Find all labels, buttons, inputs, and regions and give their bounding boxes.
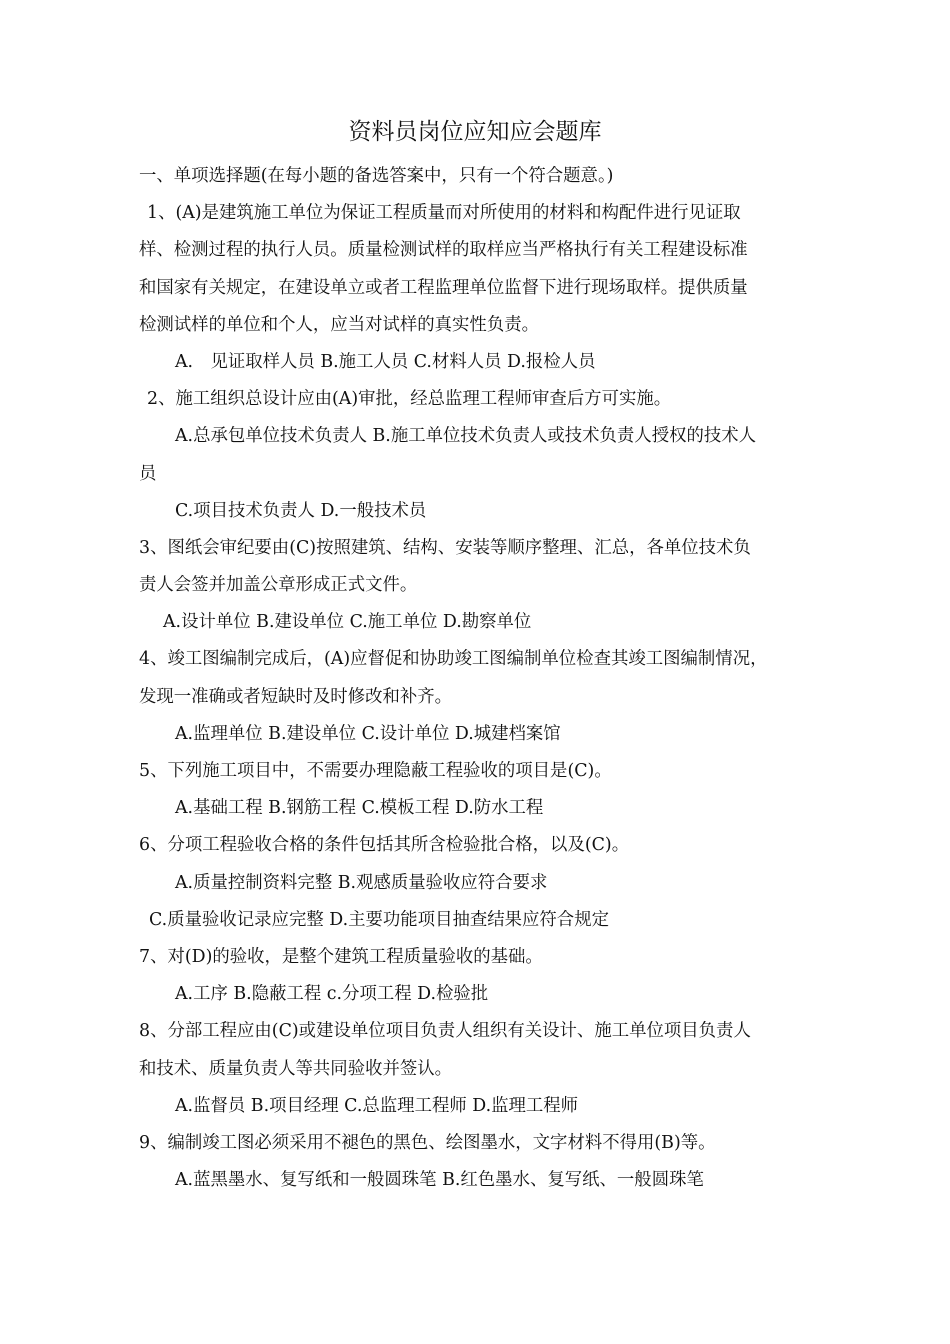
question-1-line-3: 和国家有关规定，在建设单立或者工程监理单位监督下进行现场取样。提供质量 bbox=[139, 277, 748, 298]
question-1-line-2: 样、检测过程的执行人员。质量检测试样的取样应当严格执行有关工程建设标准 bbox=[139, 240, 748, 261]
section-heading: 一、单项选择题(在每小题的备选答案中，只有一个符合题意。) bbox=[139, 166, 614, 186]
document-body bbox=[139, 158, 829, 1199]
question-2-options-line-2: 员 bbox=[139, 463, 157, 484]
question-4-line-1: 4、竣工图编制完成后，(A)应督促和协助竣工图编制单位检查其竣工图编制情况， bbox=[139, 649, 768, 670]
question-1-options: A. 见证取样人员 B.施工人员 C.材料人员 D.报检人员 bbox=[175, 351, 596, 372]
question-8-line-1: 8、分部工程应由(C)或建设单位项目负责人组织有关设计、施工单位项目负责人 bbox=[139, 1021, 751, 1042]
question-8-line-2: 和技术、质量负责人等共同验收并签认。 bbox=[139, 1058, 453, 1079]
question-4-line-2: 发现一准确或者短缺时及时修改和补齐。 bbox=[139, 686, 453, 707]
question-3-line-1: 3、图纸会审纪要由(C)按照建筑、结构、安装等顺序整理、汇总，各单位技术负 bbox=[139, 537, 751, 558]
question-2-options-line-3: C.项目技术负责人 D.一般技术员 bbox=[175, 500, 427, 521]
question-7-text: 7、对(D)的验收，是整个建筑工程质量验收的基础。 bbox=[139, 946, 543, 967]
question-5-options: A.基础工程 B.钢筋工程 C.模板工程 D.防水工程 bbox=[175, 798, 544, 819]
question-2-text: 2、施工组织总设计应由(A)审批，经总监理工程师审查后方可实施。 bbox=[147, 389, 672, 410]
question-3-line-2: 责人会签并加盖公章形成正式文件。 bbox=[139, 575, 418, 596]
question-1-line-4: 检测试样的单位和个人，应当对试样的真实性负责。 bbox=[139, 314, 539, 335]
question-6-options-line-2: C.质量验收记录应完整 D.主要功能项目抽查结果应符合规定 bbox=[149, 909, 609, 930]
question-2-options-line-1: A.总承包单位技术负责人 B.施工单位技术负责人或技术负责人授权的技术人 bbox=[175, 426, 757, 447]
question-7-options: A.工序 B.隐蔽工程 c.分项工程 D.检验批 bbox=[175, 984, 489, 1005]
question-8-options: A.监督员 B.项目经理 C.总监理工程师 D.监理工程师 bbox=[175, 1095, 579, 1116]
question-4-options: A.监理单位 B.建设单位 C.设计单位 D.城建档案馆 bbox=[175, 723, 561, 744]
question-5-text: 5、下列施工项目中，不需要办理隐蔽工程验收的项目是(C)。 bbox=[139, 761, 612, 781]
question-9-text: 9、编制竣工图必须采用不褪色的黑色、绘图墨水，文字材料不得用(B)等。 bbox=[139, 1132, 716, 1153]
question-6-text: 6、分项工程验收合格的条件包括其所含检验批合格，以及(C)。 bbox=[139, 835, 630, 856]
question-6-options-line-1: A.质量控制资料完整 B.观感质量验收应符合要求 bbox=[175, 872, 548, 893]
question-9-options: A.蓝黑墨水、复写纸和一般圆珠笔 B.红色墨水、复写纸、一般圆珠笔 bbox=[175, 1170, 704, 1191]
question-1-line-1: 1、(A)是建筑施工单位为保证工程质量而对所使用的材料和构配件进行见证取 bbox=[147, 203, 741, 224]
question-3-options: A.设计单位 B.建设单位 C.施工单位 D.勘察单位 bbox=[163, 612, 532, 633]
document-title: 资料员岗位应知应会题库 bbox=[348, 119, 602, 145]
